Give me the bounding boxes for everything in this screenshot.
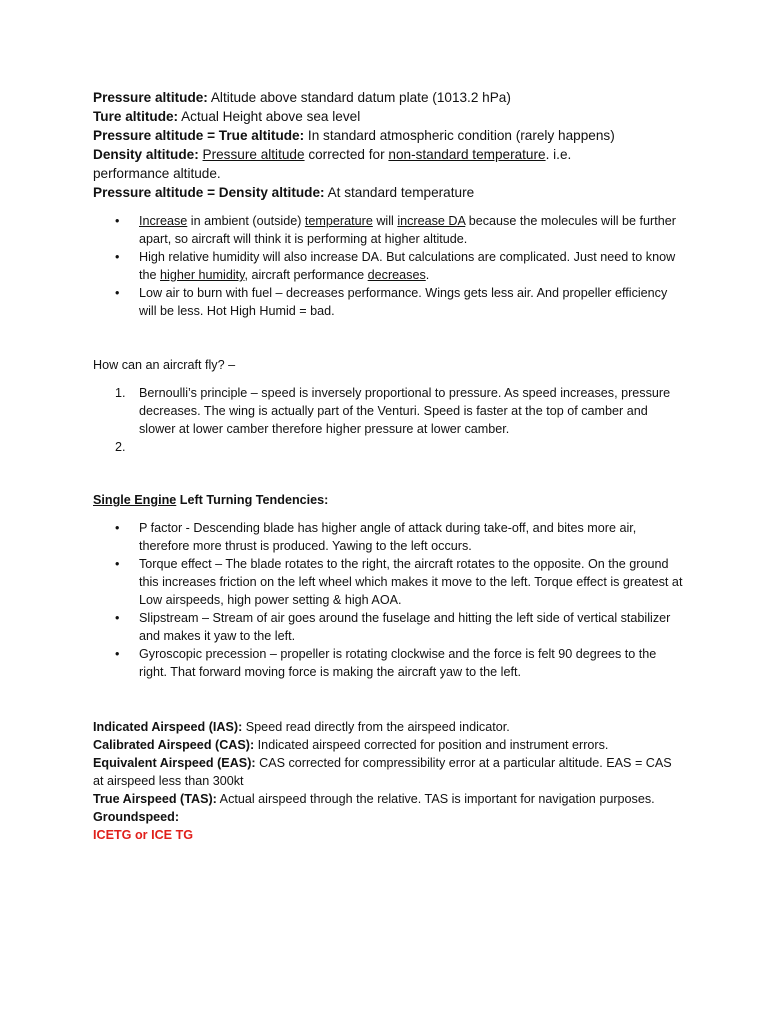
list-item: • High relative humidity will also increase DA. But calculations are complicated. Just need to know the higher humidity, aircraft performance decreases. — [93, 248, 678, 284]
list-item: • Slipstream – Stream of air goes around the fuselage and hitting the left side of vertical stabilizer and makes it yaw to the left. — [93, 609, 683, 645]
list-item: 2. — [115, 440, 126, 454]
tendencies-heading: Single Engine Left Turning Tendencies: — [93, 493, 329, 507]
list-item: • Increase in ambient (outside) temperature will increase DA because the molecules will be further apart, so aircraft will think it is performing at higher altitude. — [93, 212, 678, 248]
density-altitude-bullets — [93, 212, 678, 320]
tendencies-list — [93, 519, 683, 681]
pressure-altitude-line: Pressure altitude: Altitude above standard datum plate (1013.2 hPa) — [93, 90, 511, 105]
altitude-definitions — [93, 88, 693, 202]
true-altitude-line: Ture altitude: Actual Height above sea level — [93, 109, 361, 124]
pa-equals-da-line: Pressure altitude = Density altitude: At standard temperature — [93, 185, 475, 200]
fly-list — [93, 384, 678, 456]
fly-question: How can an aircraft fly? – — [93, 358, 236, 372]
list-item: 1. Bernoulli’s principle – speed is inversely proportional to pressure. As speed increases, pressure decreases. The wing is actually part of the Venturi. Speed is faster at the top of camber and slower at lower camber therefore higher pressure at lower camber. — [115, 386, 671, 436]
tas-line: True Airspeed (TAS): Actual airspeed through the relative. TAS is important for navigation purposes. — [93, 792, 655, 806]
pa-equals-ta-line: Pressure altitude = True altitude: In standard atmospheric condition (rarely happens) — [93, 128, 615, 143]
airspeed-definitions — [93, 718, 683, 844]
mnemonic-line: ICETG or ICE TG — [93, 828, 194, 842]
list-item: • Torque effect – The blade rotates to the right, the aircraft rotates to the opposite. On the ground this increases friction on the left wheel which makes it move to the left. Torque effect is greatest at Low airspeeds, high power setting & high AOA. — [93, 555, 683, 609]
groundspeed-line: Groundspeed: — [93, 810, 180, 824]
list-item: • Low air to burn with fuel – decreases performance. Wings gets less air. And propeller efficiency will be less. Hot High Humid = bad. — [93, 284, 678, 320]
cas-line: Calibrated Airspeed (CAS): Indicated airspeed corrected for position and instrument errors. — [93, 738, 609, 752]
ias-line: Indicated Airspeed (IAS): Speed read directly from the airspeed indicator. — [93, 720, 510, 734]
list-item: • Gyroscopic precession – propeller is rotating clockwise and the force is felt 90 degrees to the right. That forward moving force is making the aircraft yaw to the left. — [93, 645, 683, 681]
eas-line: Equivalent Airspeed (EAS): CAS corrected for compressibility error at a particular altitude. EAS = CAS at airspeed less than 300kt — [93, 756, 672, 788]
list-item: • P factor - Descending blade has higher angle of attack during take-off, and bites more air, therefore more thrust is produced. Yawing to the left occurs. — [93, 519, 683, 555]
density-altitude-line: Density altitude: Pressure altitude corrected for non-standard temperature. i.e. performance altitude. — [93, 147, 572, 181]
